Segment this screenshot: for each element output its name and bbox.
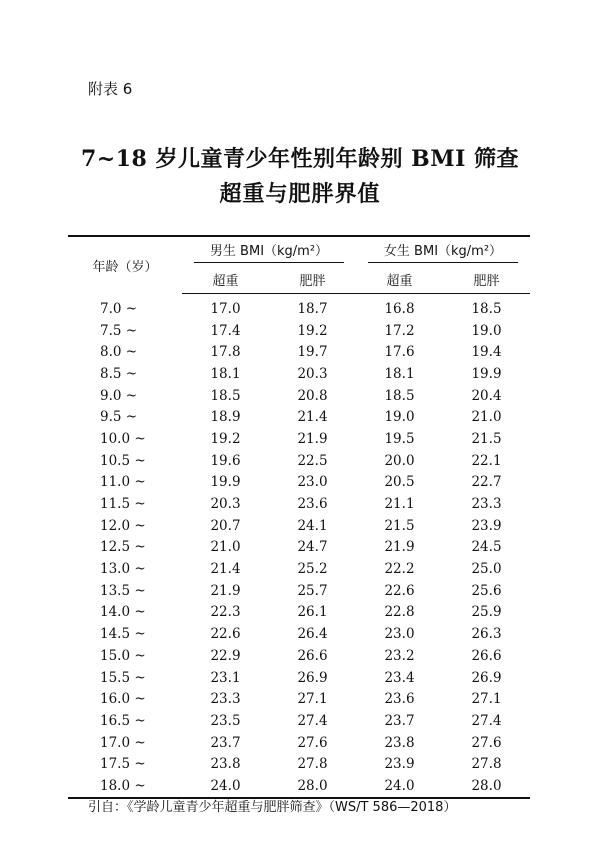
age-cell: 13.0 ~ bbox=[100, 561, 146, 578]
age-cell: 18.0 ~ bbox=[100, 777, 146, 794]
male-overweight-cell: 19.6 bbox=[210, 452, 241, 469]
female-overweight-header: 超重 bbox=[356, 265, 443, 294]
table-row bbox=[68, 558, 530, 580]
table-title: 7~18 岁儿童青少年性别年龄别 BMI 筛查 bbox=[80, 146, 520, 172]
table-row bbox=[68, 385, 530, 407]
table-subtitle: 超重与肥胖界值 bbox=[219, 181, 381, 207]
age-cell: 9.5 ~ bbox=[100, 409, 138, 426]
female-obesity-cell: 25.0 bbox=[471, 561, 502, 578]
age-cell: 11.5 ~ bbox=[100, 496, 146, 513]
female-obesity-cell: 19.0 bbox=[471, 322, 502, 339]
male-overweight-cell: 17.4 bbox=[210, 322, 241, 339]
female-overweight-cell: 20.5 bbox=[384, 474, 415, 491]
age-cell: 15.0 ~ bbox=[100, 647, 146, 664]
male-overweight-cell: 17.8 bbox=[210, 344, 241, 361]
female-overweight-cell: 23.6 bbox=[384, 691, 415, 708]
female-overweight-cell: 18.1 bbox=[384, 365, 415, 382]
table-row bbox=[68, 294, 530, 320]
age-cell: 11.0 ~ bbox=[100, 474, 146, 491]
table-row bbox=[68, 537, 530, 559]
female-obesity-cell: 20.4 bbox=[471, 387, 502, 404]
female-overweight-cell: 17.6 bbox=[384, 344, 415, 361]
age-cell: 15.5 ~ bbox=[100, 669, 146, 686]
male-obesity-cell: 27.4 bbox=[297, 712, 328, 729]
table-row bbox=[68, 753, 530, 775]
male-obesity-cell: 26.6 bbox=[297, 647, 328, 664]
male-overweight-cell: 22.9 bbox=[210, 647, 241, 664]
female-overweight-cell: 23.9 bbox=[384, 756, 415, 773]
male-obesity-header: 肥胖 bbox=[269, 265, 356, 294]
table-row bbox=[68, 623, 530, 645]
table-row bbox=[68, 667, 530, 689]
male-obesity-cell: 18.7 bbox=[297, 300, 328, 317]
male-obesity-cell: 21.9 bbox=[297, 430, 328, 447]
female-obesity-cell: 27.6 bbox=[471, 734, 502, 751]
age-cell: 14.0 ~ bbox=[100, 604, 146, 621]
female-obesity-cell: 21.0 bbox=[471, 409, 502, 426]
table-row bbox=[68, 320, 530, 342]
female-overweight-cell: 19.0 bbox=[384, 409, 415, 426]
table-row bbox=[68, 472, 530, 494]
age-cell: 12.0 ~ bbox=[100, 517, 146, 534]
male-overweight-cell: 18.5 bbox=[210, 387, 241, 404]
male-obesity-cell: 26.4 bbox=[297, 626, 328, 643]
male-overweight-cell: 21.9 bbox=[210, 582, 241, 599]
female-overweight-cell: 22.6 bbox=[384, 582, 415, 599]
age-cell: 16.5 ~ bbox=[100, 712, 146, 729]
female-overweight-cell: 22.8 bbox=[384, 604, 415, 621]
female-overweight-cell: 20.0 bbox=[384, 452, 415, 469]
male-overweight-cell: 19.2 bbox=[210, 430, 241, 447]
age-cell: 14.5 ~ bbox=[100, 626, 146, 643]
table-row bbox=[68, 341, 530, 363]
bmi-table-container bbox=[68, 235, 530, 799]
male-overweight-cell: 20.7 bbox=[210, 517, 241, 534]
male-obesity-cell: 23.6 bbox=[297, 496, 328, 513]
female-obesity-cell: 23.3 bbox=[471, 496, 502, 513]
male-obesity-cell: 27.6 bbox=[297, 734, 328, 751]
female-obesity-cell: 19.4 bbox=[471, 344, 502, 361]
female-obesity-cell: 27.4 bbox=[471, 712, 502, 729]
female-overweight-cell: 21.1 bbox=[384, 496, 415, 513]
female-obesity-cell: 22.7 bbox=[471, 474, 502, 491]
male-overweight-cell: 22.3 bbox=[210, 604, 241, 621]
female-overweight-cell: 22.2 bbox=[384, 561, 415, 578]
male-overweight-cell: 19.9 bbox=[210, 474, 241, 491]
table-row bbox=[68, 406, 530, 428]
female-overweight-cell: 23.8 bbox=[384, 734, 415, 751]
age-cell: 13.5 ~ bbox=[100, 582, 146, 599]
male-overweight-cell: 22.6 bbox=[210, 626, 241, 643]
female-obesity-cell: 25.6 bbox=[471, 582, 502, 599]
male-overweight-cell: 18.1 bbox=[210, 365, 241, 382]
age-cell: 9.0 ~ bbox=[100, 387, 138, 404]
female-obesity-cell: 25.9 bbox=[471, 604, 502, 621]
age-cell: 17.5 ~ bbox=[100, 756, 146, 773]
age-cell: 7.0 ~ bbox=[100, 300, 138, 317]
male-overweight-header: 超重 bbox=[182, 265, 269, 294]
female-overweight-cell: 21.9 bbox=[384, 539, 415, 556]
appendix-label: 附表 6 bbox=[88, 80, 133, 98]
table-body bbox=[68, 294, 530, 798]
male-overweight-cell: 23.1 bbox=[210, 669, 241, 686]
female-obesity-header: 肥胖 bbox=[443, 265, 530, 294]
table-row bbox=[68, 428, 530, 450]
female-overweight-cell: 16.8 bbox=[384, 300, 415, 317]
female-overweight-cell: 21.5 bbox=[384, 517, 415, 534]
female-obesity-cell: 18.5 bbox=[471, 300, 502, 317]
female-obesity-cell: 21.5 bbox=[471, 430, 502, 447]
table-row bbox=[68, 515, 530, 537]
female-obesity-cell: 24.5 bbox=[471, 539, 502, 556]
table-row bbox=[68, 363, 530, 385]
male-overweight-cell: 21.0 bbox=[210, 539, 241, 556]
male-overweight-cell: 23.5 bbox=[210, 712, 241, 729]
female-obesity-cell: 26.6 bbox=[471, 647, 502, 664]
female-bmi-header bbox=[356, 236, 530, 265]
male-obesity-cell: 27.8 bbox=[297, 756, 328, 773]
female-bmi-header-label: 女生 BMI（kg/m²） bbox=[368, 240, 518, 263]
age-cell: 10.0 ~ bbox=[100, 430, 146, 447]
female-obesity-cell: 28.0 bbox=[471, 777, 502, 794]
table-row bbox=[68, 493, 530, 515]
male-overweight-cell: 23.3 bbox=[210, 691, 241, 708]
source-note: 引自：《学龄儿童青少年超重与肥胖筛查》（WS/T 586—2018） bbox=[88, 800, 457, 815]
female-overweight-cell: 23.0 bbox=[384, 626, 415, 643]
male-overweight-cell: 20.3 bbox=[210, 496, 241, 513]
age-cell: 16.0 ~ bbox=[100, 691, 146, 708]
table-row bbox=[68, 645, 530, 667]
male-bmi-header-label: 男生 BMI（kg/m²） bbox=[194, 240, 344, 263]
table-row bbox=[68, 602, 530, 624]
male-obesity-cell: 19.7 bbox=[297, 344, 328, 361]
female-obesity-cell: 23.9 bbox=[471, 517, 502, 534]
male-obesity-cell: 20.8 bbox=[297, 387, 328, 404]
age-cell: 8.0 ~ bbox=[100, 344, 138, 361]
age-cell: 8.5 ~ bbox=[100, 365, 138, 382]
table-row bbox=[68, 775, 530, 798]
male-obesity-cell: 25.2 bbox=[297, 561, 328, 578]
female-overweight-cell: 18.5 bbox=[384, 387, 415, 404]
table-row bbox=[68, 688, 530, 710]
male-obesity-cell: 20.3 bbox=[297, 365, 328, 382]
female-overweight-cell: 23.7 bbox=[384, 712, 415, 729]
female-overweight-cell: 19.5 bbox=[384, 430, 415, 447]
female-obesity-cell: 26.3 bbox=[471, 626, 502, 643]
age-cell: 12.5 ~ bbox=[100, 539, 146, 556]
age-cell: 7.5 ~ bbox=[100, 322, 138, 339]
male-overweight-cell: 23.7 bbox=[210, 734, 241, 751]
male-obesity-cell: 24.1 bbox=[297, 517, 328, 534]
table-row bbox=[68, 710, 530, 732]
female-overweight-cell: 17.2 bbox=[384, 322, 415, 339]
male-obesity-cell: 24.7 bbox=[297, 539, 328, 556]
male-bmi-header bbox=[182, 236, 356, 265]
age-cell: 10.5 ~ bbox=[100, 452, 146, 469]
female-overweight-cell: 23.4 bbox=[384, 669, 415, 686]
age-cell: 17.0 ~ bbox=[100, 734, 146, 751]
table-row bbox=[68, 580, 530, 602]
male-obesity-cell: 25.7 bbox=[297, 582, 328, 599]
age-column-header: 年龄（岁） bbox=[92, 259, 158, 275]
table-row bbox=[68, 450, 530, 472]
male-obesity-cell: 19.2 bbox=[297, 322, 328, 339]
female-obesity-cell: 22.1 bbox=[471, 452, 502, 469]
male-overweight-cell: 17.0 bbox=[210, 300, 241, 317]
female-obesity-cell: 27.8 bbox=[471, 756, 502, 773]
male-obesity-cell: 21.4 bbox=[297, 409, 328, 426]
female-obesity-cell: 19.9 bbox=[471, 365, 502, 382]
female-obesity-cell: 26.9 bbox=[471, 669, 502, 686]
male-overweight-cell: 23.8 bbox=[210, 756, 241, 773]
male-overweight-cell: 21.4 bbox=[210, 561, 241, 578]
female-overweight-cell: 24.0 bbox=[384, 777, 415, 794]
table-row bbox=[68, 732, 530, 754]
male-obesity-cell: 26.9 bbox=[297, 669, 328, 686]
male-obesity-cell: 28.0 bbox=[297, 777, 328, 794]
bmi-cutoff-table bbox=[68, 235, 530, 799]
female-obesity-cell: 27.1 bbox=[471, 691, 502, 708]
male-obesity-cell: 27.1 bbox=[297, 691, 328, 708]
female-overweight-cell: 23.2 bbox=[384, 647, 415, 664]
male-obesity-cell: 22.5 bbox=[297, 452, 328, 469]
male-overweight-cell: 18.9 bbox=[210, 409, 241, 426]
male-obesity-cell: 26.1 bbox=[297, 604, 328, 621]
male-obesity-cell: 23.0 bbox=[297, 474, 328, 491]
male-overweight-cell: 24.0 bbox=[210, 777, 241, 794]
